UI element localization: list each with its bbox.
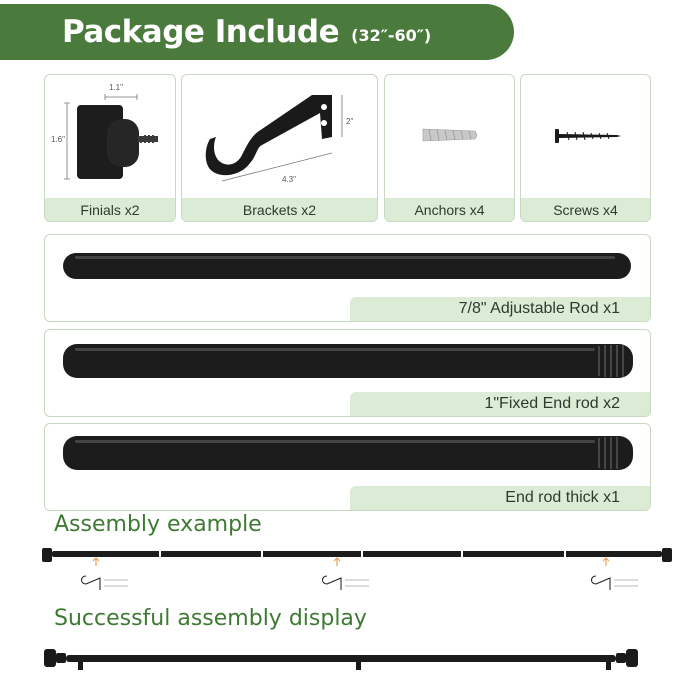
anchors-card	[384, 74, 515, 222]
assembly-display-title: Successful assembly display	[54, 606, 367, 631]
brackets-label: Brackets x2	[182, 198, 377, 221]
header-banner	[0, 4, 514, 60]
bracket-height-label: 2"	[346, 117, 354, 126]
assembly-diagram	[0, 540, 679, 602]
adjustable-rod-label: 7/8" Adjustable Rod x1	[350, 297, 650, 321]
fixed-end-rod-label: 1"Fixed End rod x2	[350, 392, 650, 416]
finial-height-label: 1.6"	[51, 135, 65, 144]
anchor-icon	[385, 75, 515, 200]
finials-label: Finials x2	[45, 198, 175, 221]
screw-icon	[521, 75, 651, 200]
bracket-length-label: 4.3"	[282, 175, 296, 184]
assembly-example-title: Assembly example	[54, 512, 262, 537]
screws-card	[520, 74, 651, 222]
assembled-rod-display	[0, 643, 679, 673]
anchors-label: Anchors x4	[385, 198, 514, 221]
page-title: Package Include	[62, 14, 340, 50]
end-rod-thick-label: End rod thick x1	[350, 486, 650, 510]
finial-width-label: 1.1"	[109, 83, 123, 92]
fixed-end-rod-panel	[44, 329, 651, 417]
brackets-card	[181, 74, 378, 222]
bracket-icon	[182, 75, 378, 200]
size-range: (32″-60″)	[351, 25, 432, 45]
end-rod-thick-panel	[44, 423, 651, 511]
adjustable-rod-panel	[44, 234, 651, 322]
screws-label: Screws x4	[521, 198, 650, 221]
finials-card	[44, 74, 176, 222]
